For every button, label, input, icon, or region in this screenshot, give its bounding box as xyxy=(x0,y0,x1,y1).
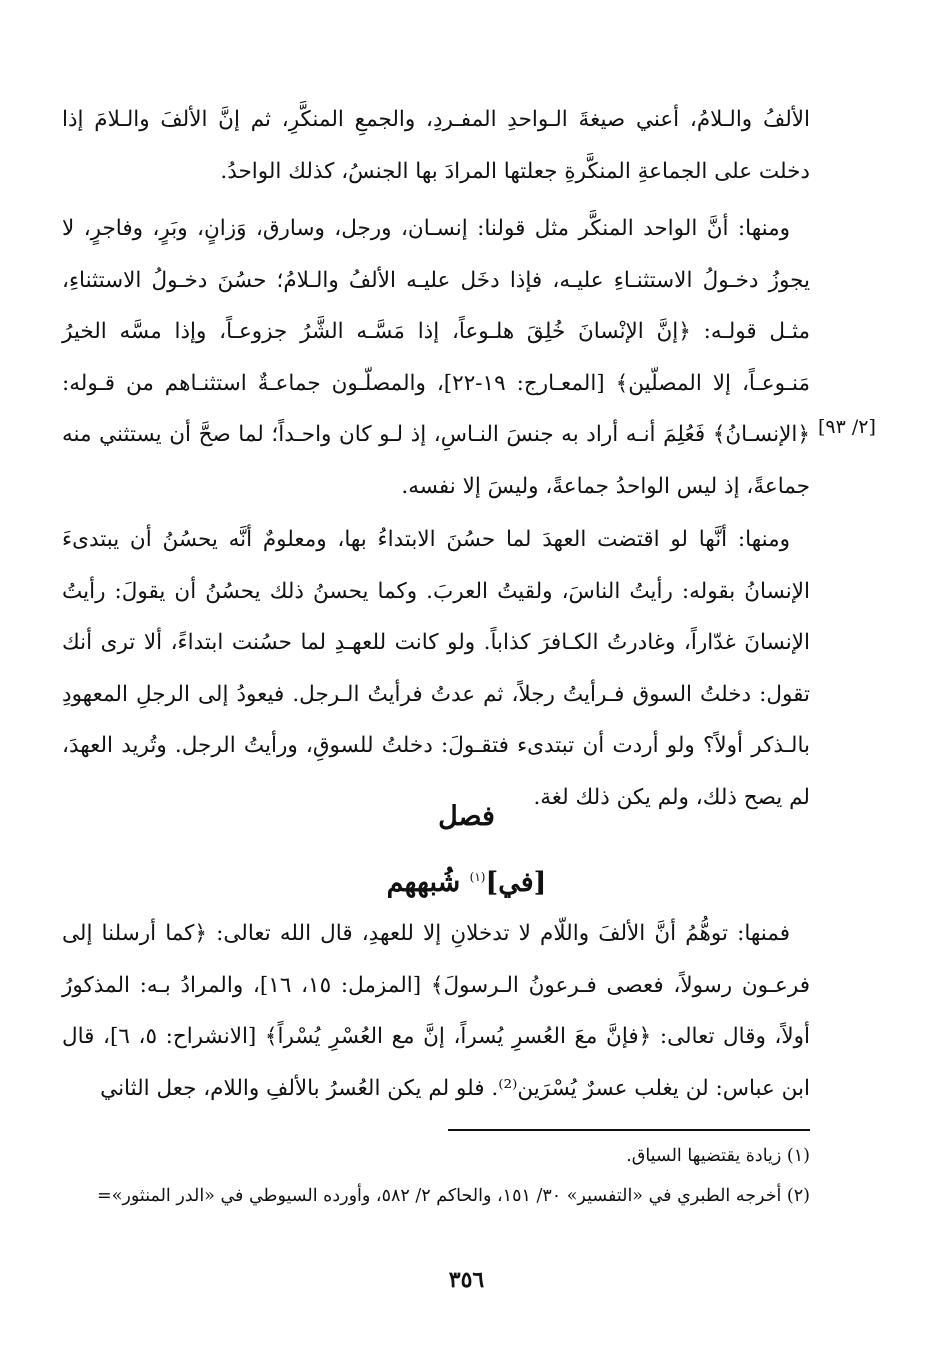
page-number: ٣٥٦ xyxy=(448,1267,485,1293)
footnote-divider xyxy=(448,1129,810,1131)
footnote-1: (١) زيادة يقتضيها السياق. xyxy=(626,1146,810,1166)
footnote-2: (٢) أخرجه الطبري في «التفسير» ٣٠/ ١٥١، والحاكم ٢/ ٥٨٢، وأورده السيوطي في «الدر المنثور»= xyxy=(97,1186,810,1206)
paragraph-4: فمنها: توهُّمُ أنَّ الألفَ واللّام لا تدخلانِ إلا للعهدِ، قال الله تعالى: ﴿كما أرسلنا إلى فرعـون رسولاً، فعصى فـرعونُ الـرسولَ﴾ [المزمل: ١٥، ١٦]، والمرادُ بـه: المذكورُ أولاً، وقال تعالى: ﴿فإنَّ معَ العُسرِ يُسراً، إنَّ مع العُسْرِ يُسْراً﴾ [الانشراح: ٥، ٦]، قال ابن عباس: لن يغلب عسرٌ يُسْرَين⁽²⁾. فلو لم يكن العُسرُ بالألفِ واللام، جعل الثاني xyxy=(62,921,810,1101)
subheading-text: شُبههم xyxy=(386,867,461,898)
footnote-marker: (١) xyxy=(469,870,486,884)
margin-page-reference: [٢/ ٩٣] xyxy=(818,416,876,438)
section-subheading xyxy=(0,857,933,903)
paragraph-3: ومنها: أنَّها لو اقتضت العهدَ لما حسُنَ الابتداءُ بها، ومعلومٌ أنَّه يحسُنُ أن يبتدىءَ الإنسانُ بقوله: رأيتُ الناسَ، ولقيتُ العربَ. وكما يحسنُ ذلك يحسُنُ أن يقولَ: رأيتُ الإنسانَ غدّاراً، وغادرتُ الكـافرَ كذاباً. ولو كانت للعهـدِ لما حسُنت ابتداءً، ألا ترى أنك تقول: دخلتُ السوق فـرأيتُ رجلاً، ثم عدتُ فرأيتُ الـرجل. فيعودُ إلى الرجلِ المعهودِ بالـذكر أولاً؟ ولو أردت أن تبتدىء فتقـولَ: دخلتُ للسوقِ، ورأيتُ الرجل. وتُريد العهدَ، لم يصح ذلك، ولم يكن ذلك لغة. xyxy=(62,527,810,810)
paragraph-1: الألفُ والـلامُ، أعني صيغةَ الـواحدِ المفـردِ، والجمعِ المنكَّرِ، ثم إنَّ الألفَ والـلامَ إذا دخلت على الجماعةِ المنكَّرةِ جعلتها المرادَ بها الجنسُ، كذلك الواحدُ. xyxy=(62,107,810,184)
section-title: فصل xyxy=(438,801,495,832)
paragraph-2: ومنها: أنَّ الواحد المنكَّر مثل قولنا: إنسـان، ورجل، وسارق، وَزانٍ، وبَرٍ، وفاجرٍ، لا يجوزُ دخـولُ الاستثنـاءِ عليـه، فإذا دخَل عليـه الألفُ والـلامُ؛ حسُنَ دخـولُ الاستثناءِ، مثـل قولـه: ﴿إنَّ الإنْسانَ خُلِقَ هلـوعاً، إذا مَسَّـه الشَّرُ جزوعـاً، وإذا مسَّه الخيرُ مَنـوعـاً، إلا المصلّين﴾ [المعـارج: ١٩-٢٢]، والمصلّـون جماعـةٌ استثنـاهم من قـوله: ﴿الإنسـانُ﴾ فَعُلِمَ أنـه أراد به جنسَ النـاسِ، إذ لـو كان واحـداً؛ لما صحَّ أن يستثني منه جماعةً، إذ ليس الواحدُ جماعةً، وليسَ إلا نفسه. xyxy=(62,216,810,499)
subheading-bracket-text: [في] xyxy=(485,867,547,898)
